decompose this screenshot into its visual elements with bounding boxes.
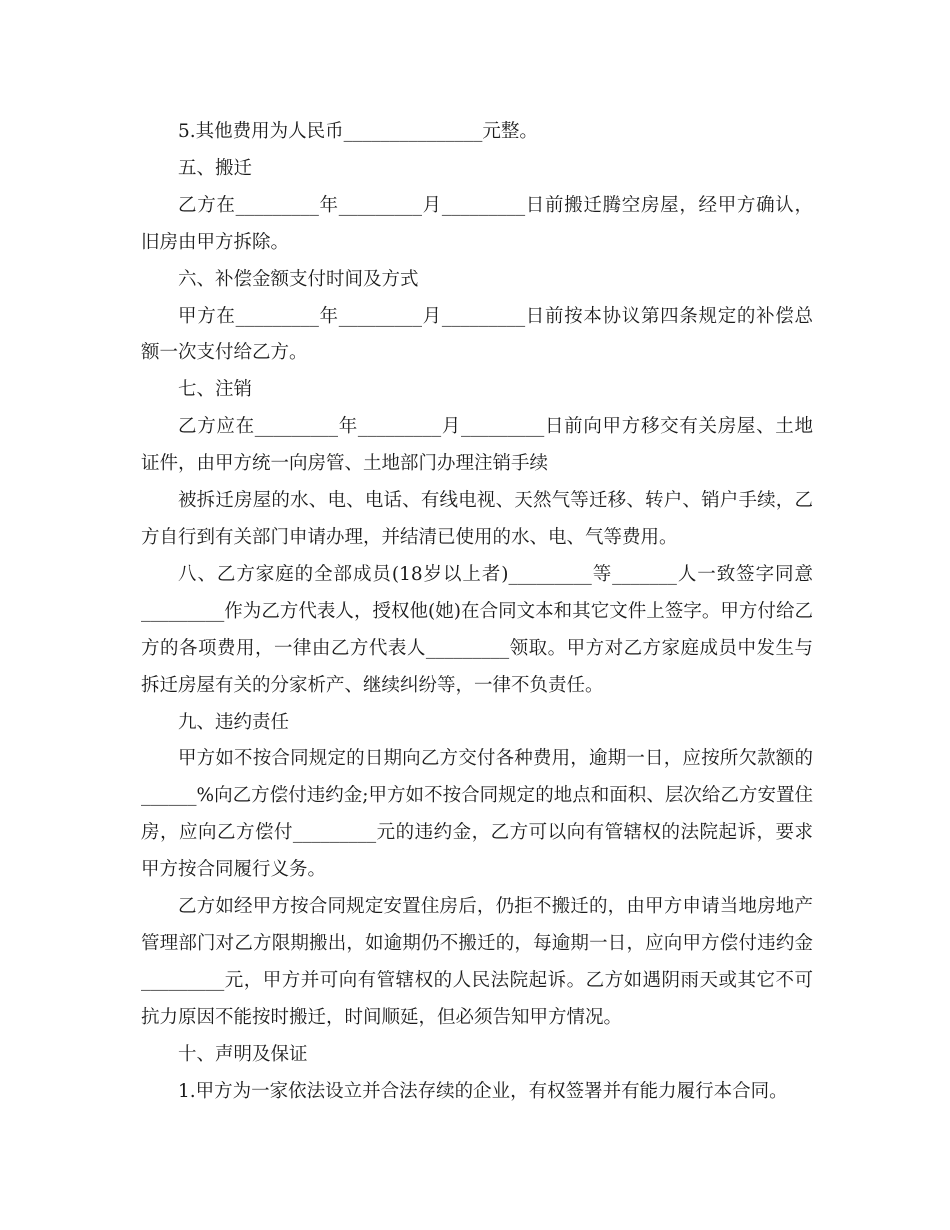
paragraph-payment-date: 甲方在_________年_________月_________日前按本协议第四条规定的补偿总额一次支付给乙方。 [141, 305, 813, 364]
section-heading-cancellation: 七、注销 [178, 379, 253, 401]
paragraph-utilities-transfer: 被拆迁房屋的水、电、电话、有线电视、天然气等迁移、转户、销户手续，乙方自行到有关部门申请办理，并结清已使用的水、电、气等费用。 [141, 490, 813, 548]
section-heading-relocation: 五、搬迁 [178, 157, 253, 179]
document-body [141, 114, 813, 1110]
paragraph-family-representative: 八、乙方家庭的全部成员(18岁以上者)_________等_______人一致签字同意_________作为乙方代表人，授权他(她)在合同文本和其它文件上签字。甲方付给乙方的各项费用，一律由乙方代表人_________领取。甲方对乙方家庭成员中发生与拆迁房屋有关的分家析产、继续纠纷等，一律不负责任。 [141, 563, 813, 696]
section-heading-liability: 九、违约责任 [178, 711, 290, 733]
paragraph-party-a-liability: 甲方如不按合同规定的日期向乙方交付各种费用，逾期一日，应按所欠款额的______%向乙方偿付违约金;甲方如不按合同规定的地点和面积、层次给乙方安置住房，应向乙方偿付_________元的违约金，乙方可以向有管辖权的法院起诉，要求甲方按合同履行义务。 [141, 748, 813, 881]
paragraph-certificate-handover: 乙方应在_________年_________月_________日前向甲方移交有关房屋、土地证件，由甲方统一向房管、土地部门办理注销手续 [141, 416, 813, 475]
paragraph-relocation-date: 乙方在_________年_________月_________日前搬迁腾空房屋，经甲方确认，旧房由甲方拆除。 [141, 194, 813, 253]
section-heading-payment: 六、补偿金额支付时间及方式 [178, 268, 419, 290]
paragraph-other-fees: 5.其他费用为人民币_______________元整。 [178, 121, 538, 142]
section-heading-declarations: 十、声明及保证 [178, 1043, 308, 1065]
paragraph-party-a-declaration: 1.甲方为一家依法设立并合法存续的企业，有权签署并有能力履行本合同。 [178, 1080, 788, 1102]
paragraph-party-b-liability: 乙方如经甲方按合同规定安置住房后，仍拒不搬迁的，由甲方申请当地房地产管理部门对乙方限期搬出，如逾期仍不搬迁的，每逾期一日，应向甲方偿付违约金_________元，甲方并可向有管辖权的人民法院起诉。乙方如遇阴雨天或其它不可抗力原因不能按时搬迁，时间顺延，但必须告知甲方情况。 [141, 896, 813, 1028]
